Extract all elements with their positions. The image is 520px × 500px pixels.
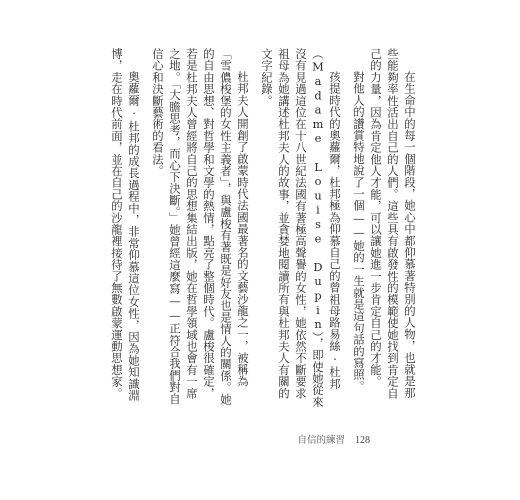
paragraph-3: 孩提時代的奧蘿爾，杜邦極為仰慕自己的曾祖母路易絲·杜邦（Madame Louise Dupin），即使她從來沒有見過這位在十八世紀法國有著極高聲譽的女性，她依然不斷要求祖母為她講述杜邦夫人的故事，並貪婪地閱讀所有與杜邦夫人有關的文字紀錄。 xyxy=(260,48,342,408)
paragraph-5: 奧蘿爾·杜邦的成長過程中，非常仰慕這位女性，因為她知識淵博，走在時代前面，並在自己的沙龍裡接待了無數啟蒙運動思想家。 xyxy=(110,48,141,401)
running-title: 自信的練習 xyxy=(297,435,345,446)
vertical-text-body xyxy=(101,48,418,408)
paragraph-4: 杜邦夫人開創了啟蒙時代法國最著名的文藝沙龍之一，被稱為「雪儂梭堡的女性主義者」，與盧梭有著既是好友也是情人的關係。她的自由思想、對哲學和文學的熱情，點亮了整個時代。盧梭很確定，若是杜邦夫人曾經將自己的思想集結出版，她在哲學領域也會有一席之地。「大膽思考，而心下決斷。」她曾經這麼寫——正符合我們對自信心和決斷藝術的看法。 xyxy=(151,48,250,405)
paragraph-2: 對他人的讚賞特地說了一個——她的一生就是這句話的寫照。 xyxy=(352,70,366,392)
page-number: 128 xyxy=(355,435,370,446)
page-footer xyxy=(297,432,370,446)
paragraph-1: 在生命中的每一個階段，她心中都仰慕著特別的人物，也就是那些能夠率性活出自己的人們。這些具有啟發性的模範使她找到肯定自己的力量，因為肯定他人才能，可以讓她進一步肯定自己的才能。 xyxy=(369,48,417,399)
